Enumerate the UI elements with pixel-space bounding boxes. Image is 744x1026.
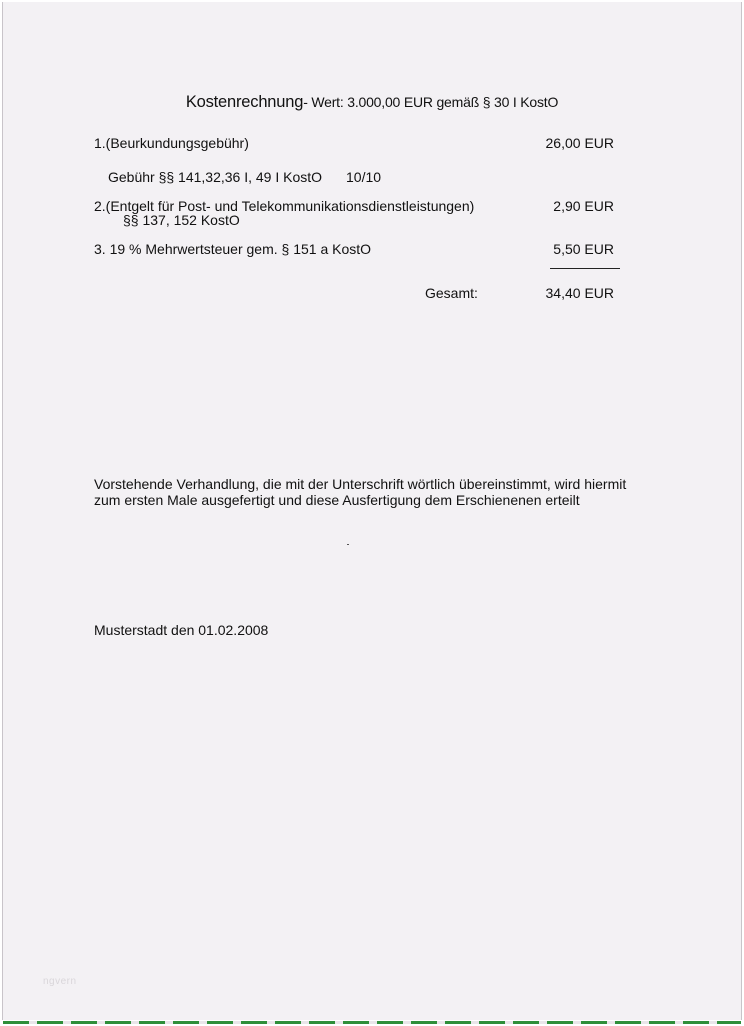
statement-line-1: Vorstehende Verhandlung, die mit der Unterschrift wörtlich übereinstimmt, wird hiermit [94, 476, 627, 492]
title-main: Kostenrechnung [185, 93, 304, 111]
item-2-label: 2.(Entgelt für Post- und Telekommunikationsdienstleistungen) [94, 198, 475, 214]
title-sub: - Wert: 3.000,00 EUR gemäß § 30 I KostO [303, 94, 559, 110]
watermark: ngvern [43, 976, 77, 987]
item-3-amount: 5,50 EUR [553, 241, 614, 257]
document-title [3, 93, 741, 112]
sum-rule [550, 268, 620, 269]
item-2-amount: 2,90 EUR [553, 198, 614, 214]
scan-speck [347, 544, 349, 545]
total-label: Gesamt: [425, 285, 478, 301]
item-1-amount: 26,00 EUR [545, 135, 614, 151]
place-date: Musterstadt den 01.02.2008 [94, 622, 269, 638]
fee-detail-rate: 10/10 [346, 169, 382, 185]
total-amount: 34,40 EUR [545, 285, 614, 301]
statement-line-2: zum ersten Male ausgefertigt und diese Ausfertigung dem Erschienenen erteilt [94, 492, 580, 508]
document-page [2, 2, 742, 1020]
fee-detail-label: Gebühr §§ 141,32,36 I, 49 I KostO [108, 169, 323, 185]
item-3-label: 3. 19 % Mehrwertsteuer gem. § 151 a KostO [94, 241, 372, 257]
item-1-label: 1.(Beurkundungsgebühr) [94, 135, 249, 151]
item-2-sublabel: §§ 137, 152 KostO [123, 212, 240, 228]
